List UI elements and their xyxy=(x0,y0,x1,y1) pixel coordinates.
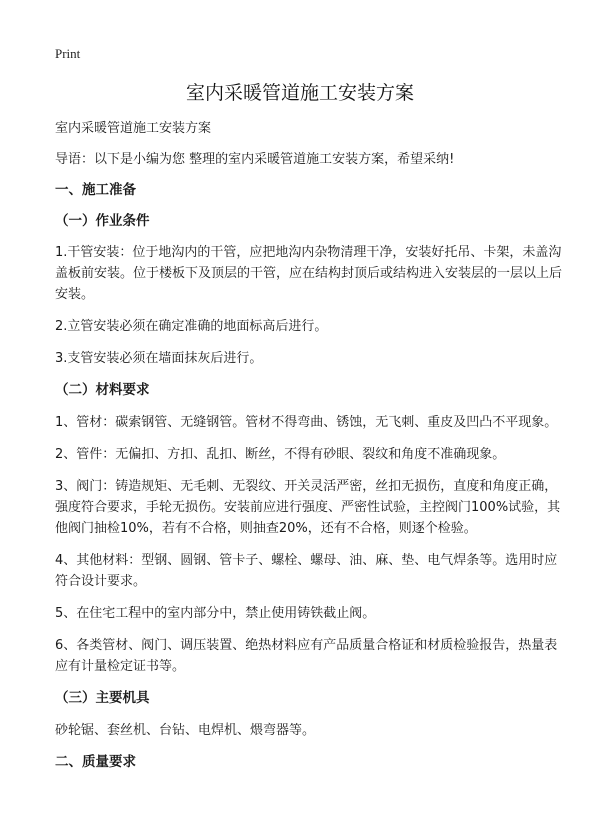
subsection-heading-tools: （三）主要机具 xyxy=(55,690,150,706)
list-item: 4、其他材料：型钢、圆钢、管卡子、螺栓、螺母、油、麻、垫、电气焊条等。选用时应符合设计要求。 xyxy=(55,553,558,589)
list-item: 2、管件：无偏扣、方扣、乱扣、断丝，不得有砂眼、裂纹和角度不准确现象。 xyxy=(55,447,506,462)
list-item: 6、各类管材、阀门、调压装置、绝热材料应有产品质量合格证和材质检验报告，热量表应有计量检定证书等。 xyxy=(55,638,558,674)
list-item: 3.支管安装必须在墙面抹灰后进行。 xyxy=(55,351,263,366)
section-heading-preparation: 一、施工准备 xyxy=(55,182,136,198)
list-item: 砂轮锯、套丝机、台钻、电焊机、煨弯器等。 xyxy=(55,723,316,738)
list-item: 1、管材：碳索钢管、无缝钢管。管材不得弯曲、锈蚀，无飞刺、重皮及凹凸不平现象。 xyxy=(55,415,558,430)
list-item: 3、阀门：铸造规矩、无毛刺、无裂纹、开关灵活严密，丝扣无损伤，直度和角度正确，强度符合要求，手轮无损伤。安装前应进行强度、严密性试验，主控阀门100%试验，其他阀门抽检10%，若有不合格，则抽查20%，还有不合格，则逐个检验。 xyxy=(55,479,561,536)
subsection-heading-conditions: （一）作业条件 xyxy=(55,213,150,229)
document-body xyxy=(55,118,565,773)
list-item: 1.干管安装：位于地沟内的干管，应把地沟内杂物清理干净，安装好托吊、卡架，未盖沟盖板前安装。位于楼板下及顶层的干管，应在结构封顶后或结构进入安装层的一层以上后安装。 xyxy=(55,245,563,302)
intro-paragraph: 导语：以下是小编为您 整理的室内采暖管道施工安装方案，希望采纳! xyxy=(55,152,455,167)
print-label: Print xyxy=(55,46,81,61)
subsection-heading-materials: （二）材料要求 xyxy=(55,382,150,398)
list-item: 5、在住宅工程中的室内部分中，禁止使用铸铁截止阀。 xyxy=(55,606,376,621)
document-subtitle: 室内采暖管道施工安装方案 xyxy=(55,121,212,136)
list-item: 2.立管安装必须在确定准确的地面标高后进行。 xyxy=(55,319,328,334)
document-title: 室内采暖管道施工安装方案 xyxy=(185,82,414,104)
section-heading-quality: 二、质量要求 xyxy=(55,754,136,770)
